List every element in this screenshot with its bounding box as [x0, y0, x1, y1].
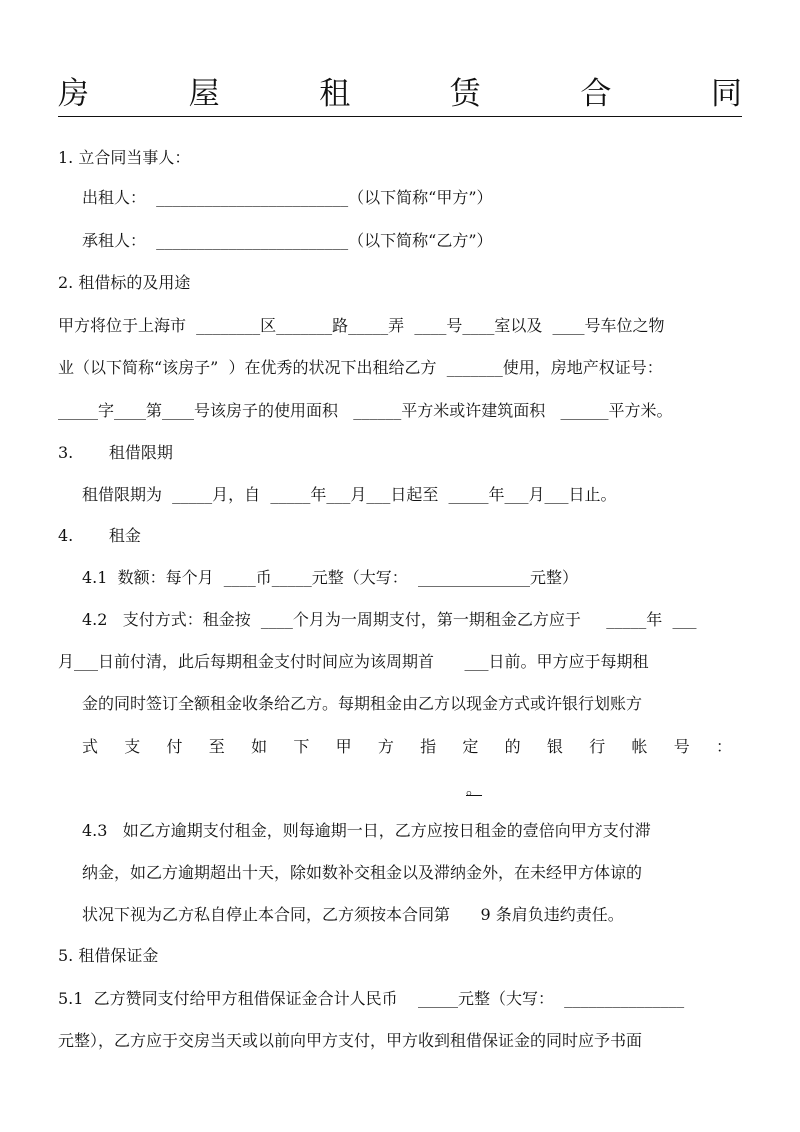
paragraph-line: 4.3 如乙方逾期支付租金，则每逾期一日，乙方应按日租金的壹倍向甲方支付滞: [82, 821, 651, 840]
text-char: 支: [124, 737, 141, 756]
paragraph-line: 元整），乙方应于交房当天或以前向甲方支付，甲方收到租借保证金的同时应予书面: [58, 1031, 643, 1050]
text-char: 如: [251, 737, 268, 756]
section-heading-term: 3. 租借限期: [58, 443, 173, 462]
text-char: ：: [715, 737, 732, 756]
text-char: 定: [462, 737, 479, 756]
title-char: 租: [319, 76, 351, 112]
text-char: 帐: [631, 737, 648, 756]
paragraph-line: 业（以下简称“该房子” ）在优秀的状况下出租给乙方 _______使用，房地产权证号：: [58, 358, 663, 377]
title-char: 同: [710, 76, 742, 112]
paragraph-line: 金的同时签订全额租金收条给乙方。每期租金由乙方以现金方式或许银行划账方: [82, 694, 643, 713]
paragraph-line: 纳金，如乙方逾期超出十天，除如数补交租金以及滞纳金外，在未经甲方体谅的: [82, 863, 643, 882]
lessee-line: 承租人： ________________________（以下简称“乙方”）: [82, 231, 493, 250]
section-heading-rent: 4. 租金: [58, 526, 141, 545]
text-char: 号: [673, 737, 690, 756]
paragraph-line: 5.1 乙方赞同支付给甲方租借保证金合计人民币 _____元整（大写： _______________: [58, 989, 685, 1008]
text-char: 付: [166, 737, 183, 756]
section-heading-deposit: 5. 租借保证金: [58, 946, 159, 965]
text-char: 式: [82, 737, 99, 756]
paragraph-line: 租借限期为 _____月，自 _____年___月___日起至 _____年___月___日止。: [82, 485, 617, 504]
text-char: 甲: [335, 737, 352, 756]
text-char: 银: [546, 737, 563, 756]
section-heading-subject: 2. 租借标的及用途: [58, 273, 191, 292]
justified-paragraph-line: [82, 735, 732, 759]
section-heading-parties: 1. 立合同当事人：: [58, 148, 191, 167]
paragraph-line: 月___日前付清，此后每期租金支付时间应为该周期首 ___日前。甲方应于每期租: [58, 652, 649, 671]
text-char: 的: [504, 737, 521, 756]
title-char: 合: [580, 76, 612, 112]
paragraph-line: _____字____第____号该房子的使用面积 ______平方米或许建筑面积 ______平方米。: [58, 401, 673, 420]
paragraph-line: 甲方将位于上海市 ________区_______路_____弄 ____号____室以及 ____号车位之物: [58, 316, 665, 335]
title-char: 赁: [449, 76, 481, 112]
title-char: 房: [58, 76, 89, 112]
text-char: 方: [377, 737, 394, 756]
title-underline: [58, 116, 742, 117]
document-title: [58, 72, 742, 116]
paragraph-line: 4.1 数额：每个月 ____币_____元整（大写： ______________元整）: [82, 568, 578, 587]
paragraph-line: 4.2 支付方式：租金按 ____个月为一周期支付，第一期租金乙方应于 _____年 ___: [82, 610, 697, 629]
title-char: 屋: [188, 76, 220, 112]
paragraph-line: 状况下视为乙方私自停止本合同，乙方须按本合同第 9 条肩负违约责任。: [82, 905, 624, 924]
lessor-line: 出租人： ________________________（以下简称“甲方”）: [82, 188, 493, 207]
text-char: 指: [420, 737, 437, 756]
bank-account-blank: 。: [466, 779, 483, 798]
text-char: 行: [589, 737, 606, 756]
text-char: 至: [208, 737, 225, 756]
text-char: 下: [293, 737, 310, 756]
